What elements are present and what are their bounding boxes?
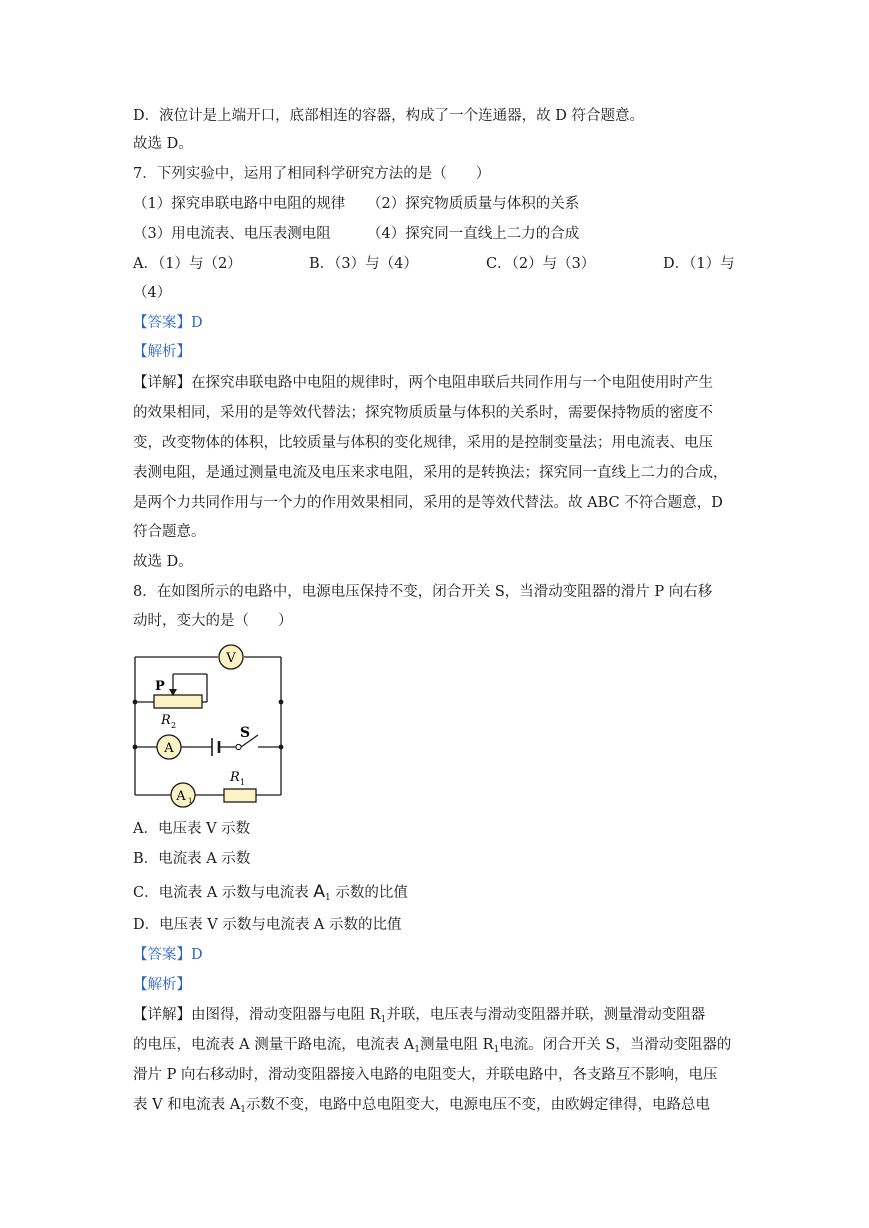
voltmeter — [219, 645, 243, 669]
circuit-diagram — [128, 640, 288, 810]
detail-line: 的效果相同，采用的是等效代替法；探究物质质量与体积的关系时，需要保持物质的密度不 — [133, 405, 713, 421]
option-d-continued: （4） — [133, 285, 172, 301]
ammeter — [157, 735, 181, 759]
detail-line: 【详解】在探究串联电路中电阻的规律时，两个电阻串联后共同作用与一个电阻使用时产生 — [133, 375, 713, 391]
detail-text: 并联，电压表与滑动变阻器并联，测量滑动变阻器 — [386, 1007, 706, 1023]
option-b: B．（3）与（4） — [309, 256, 418, 272]
detail-line: 是两个力共同作用与一个力的作用效果相同，采用的是等效代替法。故 ABC 不符合题意，D — [133, 495, 723, 511]
text-line: 故选 D。 — [133, 136, 193, 152]
detail-text: 电流。闭合开关 S，当滑动变阻器的 — [499, 1037, 732, 1053]
junction-dot — [133, 700, 138, 705]
subscript: 1 — [380, 1015, 387, 1025]
ammeter-symbol: A — [313, 882, 326, 902]
option-a: A．电压表 V 示数 — [133, 821, 251, 837]
ammeter1-subscript: 1 — [188, 797, 193, 805]
option-c — [133, 882, 408, 908]
question-8-stem: 8．在如图所示的电路中，电源电压保持不变，闭合开关 S，当滑动变阻器的滑片 P 向右移 — [133, 584, 713, 600]
option-c-text: 示数的比值 — [330, 885, 408, 901]
detail-text: 测量电阻 R — [420, 1037, 494, 1053]
option-c: C．（2）与（3） — [486, 256, 596, 272]
analysis-label: 【解析】 — [133, 977, 191, 993]
analysis-label: 【解析】 — [133, 344, 191, 360]
question-7-statements: （3）用电流表、电压表测电阻 （4）探究同一直线上二力的合成 — [133, 226, 580, 242]
detail-line: 变，改变物体的体积，比较质量与体积的变化规律，采用的是控制变量法；用电流表、电压 — [133, 435, 713, 451]
question-8-stem: 动时，变大的是（ ） — [133, 613, 293, 629]
voltmeter-label: V — [226, 651, 236, 666]
r2-label: R — [161, 713, 171, 728]
detail-text: 示数不变，电路中总电阻变大，电源电压不变，由欧姆定律得，电路总电 — [246, 1097, 711, 1113]
ammeter1-label: A — [176, 789, 186, 804]
switch-label: S — [240, 725, 251, 741]
text-line: D．液位计是上端开口，底部相连的容器，构成了一个连通器，故 D 符合题意。 — [133, 108, 644, 124]
detail-text: 的电压，电流表 A 测量干路电流，电流表 A — [133, 1037, 415, 1053]
detail-line: 滑片 P 向右移动时，滑动变阻器接入电路的电阻变大，并联电路中，各支路互不影响，电压 — [133, 1067, 718, 1083]
ammeter-symbol-subscript: 1 — [325, 893, 331, 903]
junction-dot — [279, 700, 284, 705]
answer-label: 【答案】D — [133, 947, 203, 963]
option-a: A．（1）与（2） — [133, 256, 242, 272]
r1-subscript: 1 — [240, 778, 246, 787]
ammeter-label: A — [164, 741, 174, 756]
slider-label: P — [155, 679, 165, 694]
junction-dot — [133, 745, 138, 750]
answer-label: 【答案】D — [133, 315, 203, 331]
subscript: 1 — [240, 1105, 247, 1115]
question-7-stem: 7．下列实验中，运用了相同科学研究方法的是（ ） — [133, 166, 491, 182]
detail-text: 表 V 和电流表 A — [133, 1097, 241, 1113]
subscript: 1 — [493, 1045, 500, 1055]
option-b: B．电流表 A 示数 — [133, 851, 251, 867]
detail-line: 符合题意。 — [133, 524, 206, 540]
detail-line: 表测电阻，是通过测量电流及电压来求电阻，采用的是转换法；探究同一直线上二力的合成， — [133, 465, 728, 481]
switch-contact — [236, 744, 241, 749]
detail-line — [133, 1095, 710, 1120]
r2-subscript: 2 — [171, 721, 177, 730]
detail-text: 【详解】由图得，滑动变阻器与电阻 R — [133, 1007, 381, 1023]
subscript: 1 — [414, 1045, 421, 1055]
r1-label: R — [230, 770, 240, 785]
question-7-statements: （1）探究串联电路中电阻的规律 （2）探究物质质量与体积的关系 — [133, 196, 580, 212]
ammeter-a1 — [171, 783, 195, 807]
junction-dot — [279, 745, 284, 750]
detail-line — [133, 1035, 731, 1060]
option-d: D．（1）与 — [663, 256, 735, 272]
conclusion-line: 故选 D。 — [133, 554, 193, 570]
detail-line — [133, 1005, 705, 1030]
option-d: D．电压表 V 示数与电流表 A 示数的比值 — [133, 917, 402, 933]
option-c-text: C．电流表 A 示数与电流表 — [133, 885, 314, 901]
